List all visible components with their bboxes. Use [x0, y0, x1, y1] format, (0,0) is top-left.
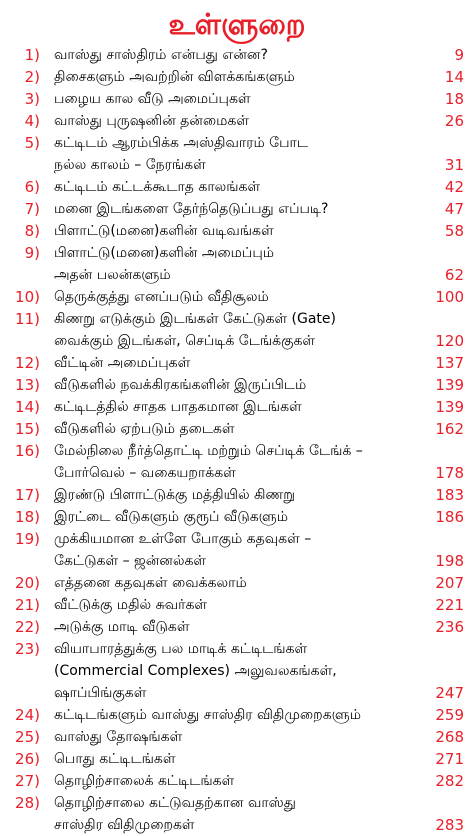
toc-entry-title: வீடுகளில் நவக்கிரகங்களின் இருப்பிடம்	[54, 377, 307, 393]
toc-entry-title: (Commercial Complexes) அலுவலகங்கள்,	[54, 663, 337, 679]
toc-page-number: 18	[444, 90, 464, 108]
toc-page-number: 183	[435, 486, 464, 504]
toc-page-number: 26	[444, 112, 464, 130]
toc-entry-title: வாஸ்து புருஷனின் தன்மைகள்	[54, 113, 249, 129]
toc-entry-number: 18)	[15, 508, 40, 526]
toc-page-number: 186	[435, 508, 464, 526]
toc-entry-title: பழைய கால வீடு அமைப்புகள்	[54, 91, 251, 107]
toc-page-number: 247	[435, 684, 464, 702]
toc-page-number: 268	[435, 728, 464, 746]
toc-page-number: 236	[435, 618, 464, 636]
toc-entry-title: வைக்கும் இடங்கள், செப்டிக் டேங்க்குகள்	[54, 333, 316, 349]
toc-entry-title: எத்தனை கதவுகள் வைக்கலாம்	[54, 575, 247, 591]
toc-entry-title: நல்ல காலம் – நேரங்கள்	[54, 157, 206, 173]
toc-row	[0, 110, 474, 132]
toc-page-number: 282	[435, 772, 464, 790]
toc-entry-number: 5)	[24, 134, 40, 152]
toc-entry-number: 17)	[15, 486, 40, 504]
toc-entry-title: அதன் பலன்களும்	[54, 267, 171, 283]
toc-entry-number: 8)	[24, 222, 40, 240]
toc-entry-title: பொது கட்டிடங்கள்	[54, 751, 176, 767]
toc-page-number: 207	[435, 574, 464, 592]
toc-page-number: 137	[435, 354, 464, 372]
toc-entry-title: முக்கியமான உள்ளே போகும் கதவுகள் –	[54, 531, 312, 547]
toc-page-number: 31	[444, 156, 464, 174]
toc-page-number: 283	[435, 816, 464, 834]
toc-row	[0, 770, 474, 792]
toc-entry-title: சாஸ்திர விதிமுறைகள்	[54, 817, 195, 833]
toc-row	[0, 396, 474, 418]
toc-entry-title: பிளாட்டு(மனை)களின் அமைப்பும்	[54, 245, 275, 261]
toc-row	[0, 374, 474, 396]
toc-row	[0, 44, 474, 66]
toc-row	[0, 198, 474, 220]
toc-entry-number: 2)	[24, 68, 40, 86]
toc-page-number: 62	[444, 266, 464, 284]
toc-page-number: 139	[435, 376, 464, 394]
toc-entry-title: தொழிற்சாலை கட்டுவதற்கான வாஸ்து	[54, 795, 296, 811]
page-title: உள்ளுறை	[168, 7, 306, 41]
toc-row	[0, 572, 474, 594]
toc-entry-number: 3)	[24, 90, 40, 108]
toc-row	[0, 726, 474, 748]
toc-row	[0, 286, 474, 308]
toc-entry-title: வியாபாரத்துக்கு பல மாடிக் கட்டிடங்கள்	[54, 641, 308, 657]
toc-entry-number: 22)	[15, 618, 40, 636]
toc-row	[0, 660, 474, 682]
toc-entry-title: தெருக்குத்து எனப்படும் வீதிசூலம்	[54, 289, 269, 305]
toc-entry-title: வாஸ்து தோஷங்கள்	[54, 729, 183, 745]
toc-row	[0, 616, 474, 638]
toc-entry-title: மனை இடங்களை தேர்ந்தெடுப்பது எப்படி?	[54, 201, 329, 217]
toc-entry-title: போர்வெல் – வகையறாக்கள்	[54, 465, 236, 481]
toc-row	[0, 484, 474, 506]
toc-row	[0, 418, 474, 440]
toc-entry-number: 6)	[24, 178, 40, 196]
toc-row	[0, 638, 474, 660]
toc-entry-number: 11)	[15, 310, 40, 328]
toc-entry-number: 13)	[15, 376, 40, 394]
toc-row	[0, 242, 474, 264]
toc-entry-title: கட்டிடத்தில் சாதக பாதகமான இடங்கள்	[54, 399, 302, 415]
toc-entry-title: கட்டிடம் கட்டக்கூடாத காலங்கள்	[54, 179, 261, 195]
toc-page-number: 14	[444, 68, 464, 86]
toc-entry-title: வீட்டின் அமைப்புகள்	[54, 355, 191, 371]
toc-entry-title: கிணறு எடுக்கும் இடங்கள் கேட்டுகள் (Gate)	[54, 311, 336, 327]
toc-page-number: 42	[444, 178, 464, 196]
toc-entry-number: 10)	[15, 288, 40, 306]
toc-page-number: 47	[444, 200, 464, 218]
toc-entry-title: கட்டிடங்களும் வாஸ்து சாஸ்திர விதிமுறைகளும்	[54, 707, 361, 723]
toc-entry-number: 14)	[15, 398, 40, 416]
toc-entry-number: 25)	[15, 728, 40, 746]
toc-entry-title: வீட்டுக்கு மதில் சுவர்கள்	[54, 597, 208, 613]
toc-page-number: 259	[435, 706, 464, 724]
toc-row	[0, 792, 474, 814]
toc-entry-title: வீடுகளில் ஏற்படும் தடைகள்	[54, 421, 235, 437]
toc-entry-title: கேட்டுகள் – ஜன்னல்கள்	[54, 553, 207, 569]
toc-entry-number: 24)	[15, 706, 40, 724]
toc-entry-title: வாஸ்து சாஸ்திரம் என்பது என்ன?	[54, 47, 268, 63]
toc-row	[0, 176, 474, 198]
toc-entry-number: 9)	[24, 244, 40, 262]
toc-row	[0, 352, 474, 374]
toc-entry-number: 16)	[15, 442, 40, 460]
toc-row	[0, 528, 474, 550]
toc-page-number: 100	[435, 288, 464, 306]
toc-row	[0, 88, 474, 110]
toc-row	[0, 814, 474, 836]
toc-entry-title: பிளாட்டு(மனை)களின் வடிவங்கள்	[54, 223, 274, 239]
toc-row	[0, 154, 474, 176]
toc-page-number: 271	[435, 750, 464, 768]
toc-page-number: 120	[435, 332, 464, 350]
toc-entry-number: 21)	[15, 596, 40, 614]
toc-entry-number: 26)	[15, 750, 40, 768]
toc-entry-title: தொழிற்சாலைக் கட்டிடங்கள்	[54, 773, 235, 789]
toc-page-number: 178	[435, 464, 464, 482]
table-of-contents	[0, 44, 474, 836]
toc-entry-number: 12)	[15, 354, 40, 372]
toc-entry-number: 19)	[15, 530, 40, 548]
toc-row	[0, 682, 474, 704]
toc-entry-number: 15)	[15, 420, 40, 438]
toc-entry-title: திசைகளும் அவற்றின் விளக்கங்களும்	[54, 69, 295, 85]
toc-row	[0, 132, 474, 154]
toc-row	[0, 330, 474, 352]
toc-row	[0, 704, 474, 726]
toc-row	[0, 506, 474, 528]
toc-row	[0, 594, 474, 616]
toc-row	[0, 308, 474, 330]
toc-entry-number: 27)	[15, 772, 40, 790]
toc-entry-number: 7)	[24, 200, 40, 218]
toc-page-number: 58	[444, 222, 464, 240]
toc-page-number: 221	[435, 596, 464, 614]
toc-entry-number: 23)	[15, 640, 40, 658]
toc-entry-number: 4)	[24, 112, 40, 130]
toc-entry-title: இரண்டு பிளாட்டுக்கு மத்தியில் கிணறு	[54, 487, 296, 503]
toc-page-number: 9	[454, 46, 464, 64]
toc-page-number: 198	[435, 552, 464, 570]
toc-entry-number: 1)	[24, 46, 40, 64]
toc-entry-title: ஷாப்பிங்குகள்	[54, 685, 147, 701]
toc-entry-number: 20)	[15, 574, 40, 592]
toc-entry-title: கட்டிடம் ஆரம்பிக்க அஸ்திவாரம் போட	[54, 135, 308, 151]
toc-page-number: 162	[435, 420, 464, 438]
toc-entry-title: மேல்நிலை நீர்த்தொட்டி மற்றும் செப்டிக் டேங்க் –	[54, 443, 363, 459]
toc-row	[0, 66, 474, 88]
toc-page-number: 139	[435, 398, 464, 416]
toc-entry-number: 28)	[15, 794, 40, 812]
toc-row	[0, 264, 474, 286]
toc-row	[0, 748, 474, 770]
toc-row	[0, 462, 474, 484]
toc-row	[0, 440, 474, 462]
toc-row	[0, 550, 474, 572]
toc-entry-title: இரட்டை வீடுகளும் குரூப் வீடுகளும்	[54, 509, 288, 525]
toc-entry-title: அடுக்கு மாடி வீடுகள்	[54, 619, 190, 635]
toc-row	[0, 220, 474, 242]
